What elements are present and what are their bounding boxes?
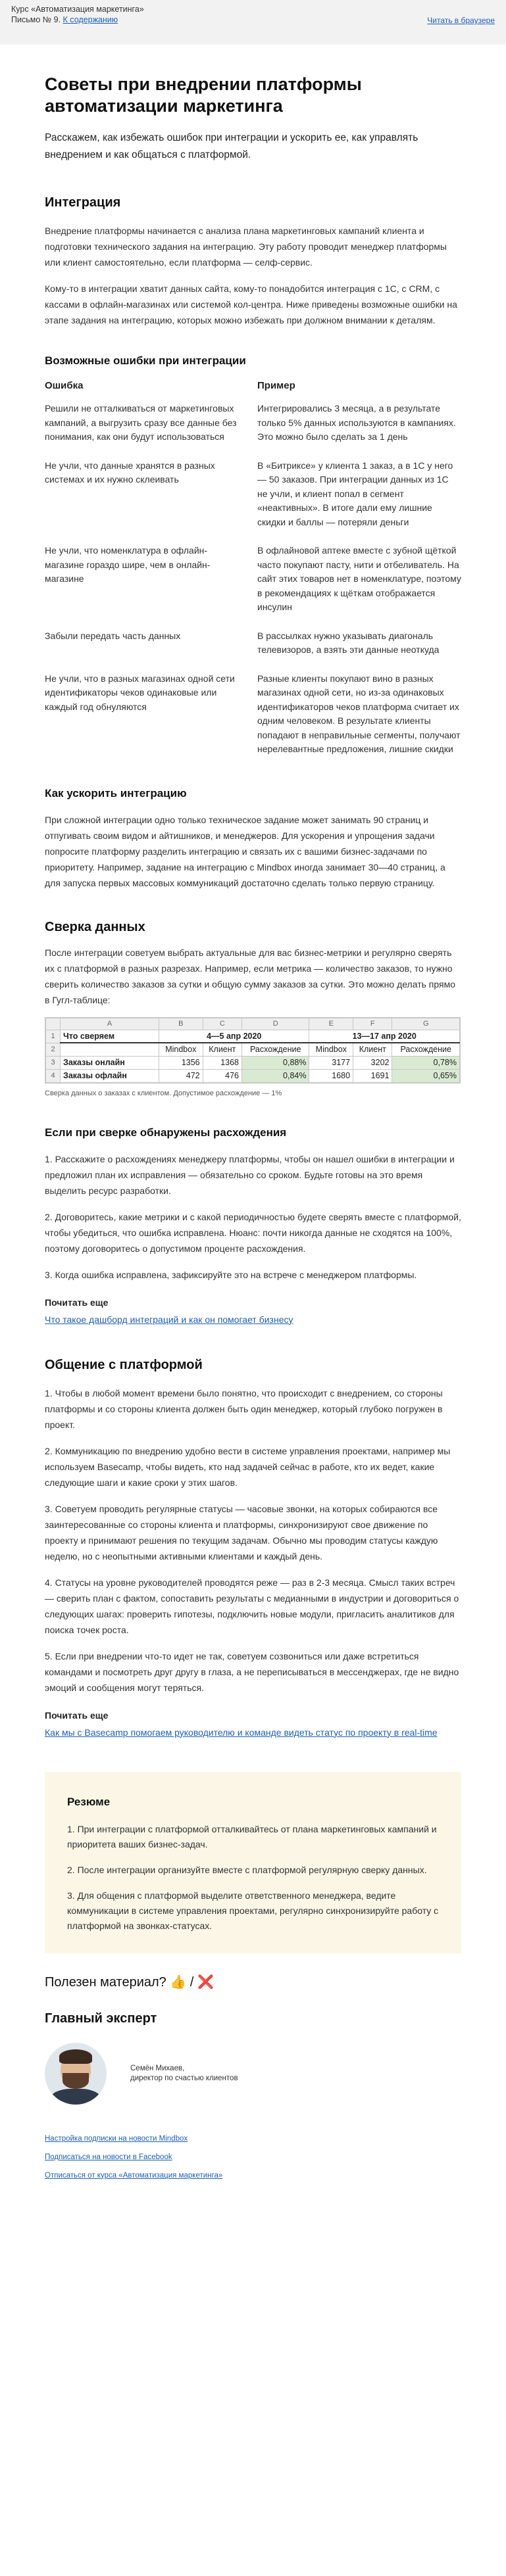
article-title: Советы при внедрении платформы автоматизации маркетинга	[45, 74, 362, 116]
sheet-value: 1691	[353, 1069, 392, 1082]
communication-point-2: 2. Коммуникацию по внедрению удобно вести в системе управления проектами, например мы используем Basecamp, чтобы видеть, кто над задачей сейчас в работе, кто их ведет, какие следующие шаги и какие сроки у этих шагов.	[45, 1445, 451, 1488]
sheet-diff-value: 0,84%	[242, 1069, 309, 1082]
sheet-row-2	[46, 1043, 460, 1056]
row-number: 4	[46, 1069, 61, 1082]
spreadsheet-caption: Сверка данных о заказах с клиентом. Допустимое расхождение — 1%	[45, 1089, 282, 1097]
table-row	[45, 544, 461, 615]
contents-link[interactable]: К содержанию	[63, 15, 118, 24]
sheet-row-label: Заказы онлайн	[61, 1056, 159, 1069]
error-cell: Решили не отталкиваться от маркетинговых кампаний, а выгрузить сразу все данные без понимания, как они будут использоваться	[45, 403, 237, 442]
unsubscribe-link[interactable]: Отписаться от курса «Автоматизация маркетинга»	[45, 2171, 223, 2180]
article-lead: Расскажем, как избежать ошибок при интеграции и ускорить ее, как управлять внедрением и как общаться с платформой.	[45, 132, 418, 160]
read-more-label: Почитать еще	[45, 1297, 109, 1308]
communication-point-3: 3. Советуем проводить регулярные статусы — часовые звонки, на которых собираются все заинтересованные со стороны клиента и платформы, синхронизируют свое движение по проекту и принимают решения по текущим задачам. Обычно мы проводим статусы каждую неделю, но с неопытными активными клиентами и каждый день.	[45, 1503, 438, 1562]
sheet-row-label: Заказы офлайн	[61, 1069, 159, 1082]
error-cell: Не учли, что данные хранятся в разных системах и их нужно склеивать	[45, 460, 215, 485]
table-row	[45, 672, 461, 757]
sheet-value: 1368	[203, 1056, 241, 1069]
avatar-body	[50, 2089, 101, 2105]
communication-point-4: 4. Статусы на уровне руководителей проводятся реже — раз в 2-3 месяца. Смысл таких встреч — сверить план с фактом, сопоставить результаты с медианными в индустрии и договориться о следующих шагах: проверить гипотезы, подключить новые модули, пригласить аналитиков для поиска точек роста.	[45, 1577, 459, 1635]
integration-paragraph-2: Кому-то в интеграции хватит данных сайта, кому-то понадобится интеграция с 1С, с CRM, с кассами в офлайн-магазинах или системой кол-центра. Ниже приведены возможные ошибки на этапе задания на интеграцию, которых можно избежать при должном внимании к деталям.	[45, 283, 457, 325]
resume-point-1: 1. При интеграции с платформой отталкивайтесь от плана маркетинговых кампаний и приоритета ваших бизнес-задач.	[67, 1823, 437, 1849]
avatar	[45, 2043, 107, 2105]
subscription-settings-link[interactable]: Настройка подписки на новости Mindbox	[45, 2134, 188, 2143]
reconcile-paragraph: После интеграции советуем выбрать актуальные для вас бизнес-метрики и регулярно сверять их с платформой в разных разрезах. Например, если метрика — количество заказов, то нужно сверить количество заказов за сутки и общую сумму заказов за сутки. Это можно делать прямо в Гугл-таблице:	[45, 947, 455, 1005]
sheet-cell-what: Что сверяем	[61, 1030, 159, 1043]
avatar-hair	[59, 2049, 92, 2064]
sheet-period-2: 13—17 апр 2020	[309, 1030, 460, 1043]
sheet-col-c: C	[203, 1018, 241, 1030]
sheet-col-d: D	[242, 1018, 309, 1030]
resume-point-2: 2. После интеграции организуйте вместе с платформой регулярную сверку данных.	[67, 1864, 427, 1875]
course-name: Курс «Автоматизация маркетинга»	[11, 5, 144, 14]
integration-heading: Интеграция	[45, 195, 121, 210]
sheet-col-a: A	[61, 1018, 159, 1030]
table-row	[45, 629, 461, 657]
sheet-subheader: Расхождение	[242, 1043, 309, 1056]
feedback-question: Полезен материал?	[45, 1974, 166, 1990]
sheet-value: 3202	[353, 1056, 392, 1069]
communication-point-5: 5. Если при внедрении что-то идет не так, советуем созвониться или даже встретиться командами и посмотреть друг другу в глаза, а не переписываться в мессенджерах, где не видно эмоций и сообщения могут теряться.	[45, 1650, 459, 1693]
errors-heading: Возможные ошибки при интеграции	[45, 354, 246, 367]
sheet-row-1	[46, 1030, 460, 1043]
error-cell: Забыли передать часть данных	[45, 630, 181, 641]
speedup-heading: Как ускорить интеграцию	[45, 786, 187, 799]
sheet-subheader: Mindbox	[309, 1043, 353, 1056]
sheet-row-3	[46, 1056, 460, 1069]
sheet-column-header-row	[46, 1018, 460, 1030]
error-cell: Не учли, что в разных магазинах одной сети идентификаторы чеков одинаковые или каждый год обнуляются	[45, 673, 235, 712]
discrepancy-step-1: 1. Расскажите о расхождениях менеджеру платформы, чтобы он нашел ошибки в интеграции и предложил план их исправления — обязательно со сроком. Будьте готовы на это время выделить ресурс разработки.	[45, 1153, 455, 1196]
letter-number-line	[11, 14, 495, 25]
errors-col-error: Ошибка	[45, 380, 84, 391]
expert-card	[45, 2043, 461, 2105]
sheet-diff-value: 0,78%	[392, 1056, 460, 1069]
expert-role: директор по счастью клиентов	[130, 2074, 238, 2082]
cross-icon[interactable]: ❌	[197, 1974, 214, 1990]
resume-point-3: 3. Для общения с платформой выделите ответственного менеджера, ведите коммуникации в системе управления проектами, регулярно синхронизируйте работу с платформой на звонках-статусах.	[67, 1890, 439, 1931]
sheet-col-b: B	[159, 1018, 203, 1030]
resume-box	[45, 1772, 461, 1953]
row-number: 2	[46, 1043, 61, 1056]
expert-heading: Главный эксперт	[45, 2011, 157, 2026]
example-cell: Разные клиенты покупают вино в разных магазинах одной сети, но из-за одинаковых идентификаторов чеков платформа считает их одним человеком. В результате клиенты попадают в неправильные сегменты, получают нерелевантные предложения, лишние скидки	[257, 673, 461, 754]
reconcile-heading: Сверка данных	[45, 919, 145, 934]
example-cell: В «Битриксе» у клиента 1 заказ, а в 1С у него — 50 заказов. При интеграции данных из 1С не учли, и клиент попал в сегмент «неактивных». В итоге дали ему лишние скидки и баллы — потеряли деньги	[257, 460, 453, 527]
reconcile-spreadsheet	[45, 1018, 460, 1083]
feedback-row	[45, 1973, 461, 1992]
example-cell: В рассылках нужно указывать диагональ телевизоров, а взять эти данные неоткуда	[257, 630, 440, 655]
read-more-link-dashboard[interactable]: Что такое дашборд интеграций и как он помогает бизнесу	[45, 1314, 293, 1325]
errors-table-header	[45, 378, 461, 394]
speedup-paragraph: При сложной интеграции одно только техническое задание может занимать 90 страниц и отпугивать своим видом и айтишников, и менеджеров. Для ускорения и упрощения задачи попросите платформу разделить интеграцию и связать их с вашими бизнес-задачами по приоритету. Например, задание на интеграцию с Mindbox иногда занимает 30—40 страниц, а для запуска первых массовых коммуникаций достаточно сделать только первую страницу.	[45, 814, 445, 888]
communication-point-1: 1. Чтобы в любой момент времени было понятно, что происходит с внедрением, со стороны платформы и со стороны клиента должен быть один менеджер, который глубоко погружен в проект.	[45, 1387, 443, 1430]
sheet-col-g: G	[392, 1018, 460, 1030]
read-more-link-basecamp[interactable]: Как мы с Basecamp помогаем руководителю и команде видеть статус по проекту в real-time	[45, 1727, 438, 1738]
sheet-value: 476	[203, 1069, 241, 1082]
example-cell: В офлайновой аптеке вместе с зубной щёткой часто покупают пасту, нити и отбеливатель. На сайт этих товаров нет в номенклатуре, поэтому в рекомендациях к щёткам отображается инсулин	[257, 545, 461, 612]
sheet-value: 1356	[159, 1056, 203, 1069]
read-in-browser-link[interactable]: Читать в браузере	[427, 16, 495, 25]
sheet-value: 3177	[309, 1056, 353, 1069]
facebook-subscribe-link[interactable]: Подписаться на новости в Facebook	[45, 2153, 172, 2161]
table-row	[45, 459, 461, 530]
row-number: 3	[46, 1056, 61, 1069]
resume-heading: Резюме	[67, 1795, 111, 1808]
footer-links	[45, 2134, 461, 2181]
integration-paragraph-1: Внедрение платформы начинается с анализа плана маркетинговых кампаний клиента и подготовки технического задания на интеграцию. Эту работу проводит менеджер платформы или клиент самостоятельно, если платформа — селф-сервис.	[45, 226, 447, 268]
article-content	[0, 74, 506, 1740]
sheet-corner	[46, 1018, 61, 1030]
example-cell: Интегрировались 3 месяца, а в результате только 5% данных используются в кампаниях. Это можно было сделать за 1 день	[257, 403, 456, 442]
sheet-col-e: E	[309, 1018, 353, 1030]
email-header-bar	[0, 0, 506, 45]
discrepancy-step-2: 2. Договоритесь, какие метрики и с какой периодичностью будете сверять вместе с платформой, чтобы убедиться, что ошибка исправлена. Нюанс: почти никогда данные не сходятся на 100%, поэтому договоритесь о допустимом проценте расхождения.	[45, 1211, 461, 1254]
sheet-value: 472	[159, 1069, 203, 1082]
discrepancy-heading: Если при сверке обнаружены расхождения	[45, 1126, 287, 1139]
sheet-subheader: Клиент	[353, 1043, 392, 1056]
thumbs-up-icon[interactable]: 👍	[170, 1974, 187, 1990]
error-cell: Не учли, что номенклатура в офлайн-магазине гораздо шире, чем в онлайн-магазине	[45, 545, 211, 584]
discrepancy-step-3: 3. Когда ошибка исправлена, зафиксируйте это на встрече с менеджером платформы.	[45, 1269, 417, 1280]
sheet-subheader: Расхождение	[392, 1043, 460, 1056]
sheet-col-f: F	[353, 1018, 392, 1030]
expert-info	[130, 2064, 238, 2084]
read-more-label: Почитать еще	[45, 1709, 109, 1721]
sheet-diff-value: 0,65%	[392, 1069, 460, 1082]
sheet-subheader: Клиент	[203, 1043, 241, 1056]
sheet-cell	[61, 1043, 159, 1056]
row-number: 1	[46, 1030, 61, 1043]
sheet-subheader: Mindbox	[159, 1043, 203, 1056]
letter-number: Письмо № 9.	[11, 15, 61, 24]
communication-heading: Общение с платформой	[45, 1357, 203, 1372]
closing-section	[0, 1973, 506, 2181]
avatar-beard	[63, 2073, 89, 2089]
table-row	[45, 402, 461, 444]
expert-name: Семён Михаев,	[130, 2064, 185, 2072]
errors-table	[45, 378, 461, 757]
sheet-row-4	[46, 1069, 460, 1082]
spreadsheet-image	[45, 1017, 461, 1084]
sheet-value: 1680	[309, 1069, 353, 1082]
sheet-diff-value: 0,88%	[242, 1056, 309, 1069]
errors-col-example: Пример	[257, 380, 295, 391]
sheet-period-1: 4—5 апр 2020	[159, 1030, 309, 1043]
feedback-separator: /	[190, 1974, 194, 1990]
